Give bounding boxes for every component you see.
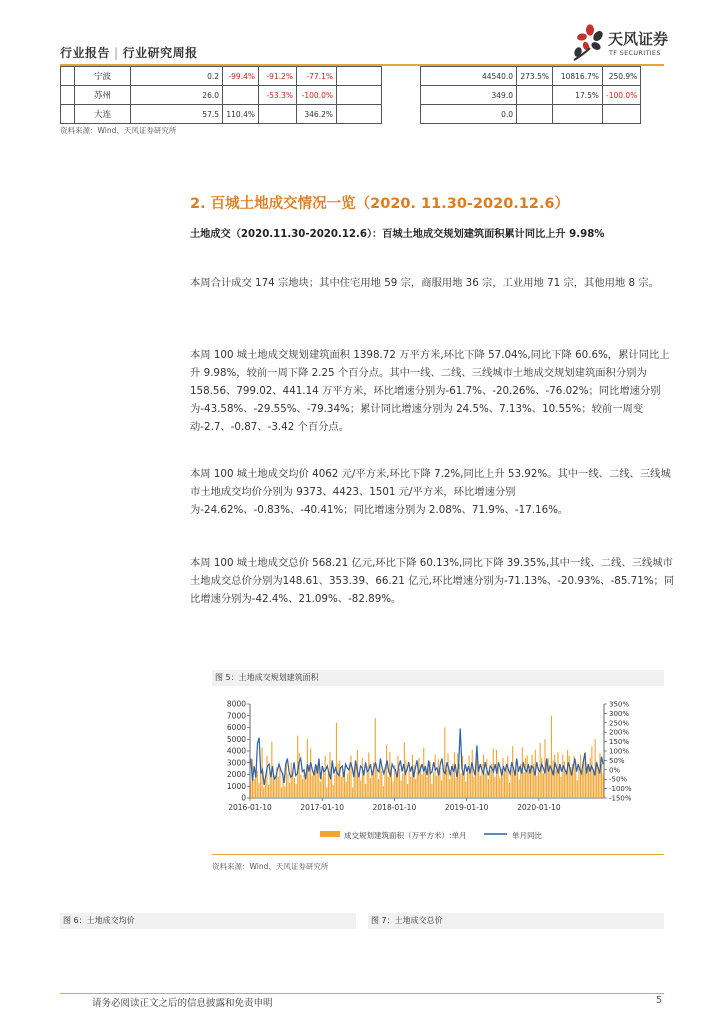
bar <box>504 772 505 798</box>
bar <box>410 777 411 798</box>
bar <box>591 746 592 798</box>
bar <box>598 767 599 798</box>
bar <box>349 766 350 798</box>
table-row <box>61 67 382 86</box>
bar <box>370 778 371 798</box>
bar <box>551 716 552 798</box>
y-left-tick-label: 2000 <box>226 770 246 779</box>
table-cell: 26.0 <box>131 86 223 105</box>
bar <box>446 770 447 798</box>
paragraph-4: 本周 100 城土地成交总价 568.21 亿元,环比下降 60.13%,同比下降 39.35%,其中一线、二线、三线城市土地成交总价分别为148.61、353.39、66.21 亿元,环比增速分别为-71.13%、-20.93%、-85.71%；同比增速分别为-42.4%、21.09%、-82.89%。 <box>190 557 675 605</box>
bar <box>465 782 466 798</box>
bar <box>375 718 376 798</box>
bar <box>451 773 452 798</box>
table-cell: -91.2% <box>259 67 297 86</box>
table-cell <box>61 67 75 86</box>
bar <box>383 786 384 798</box>
city-table-right <box>420 66 641 124</box>
table-cell: -77.1% <box>297 67 337 86</box>
bar <box>519 779 520 798</box>
bar <box>257 771 258 798</box>
bar <box>517 770 518 798</box>
bar <box>412 755 413 798</box>
bar <box>328 773 329 798</box>
bar <box>296 784 297 798</box>
table-cell: 57.5 <box>131 105 223 124</box>
table-cell: 250.9% <box>603 67 641 86</box>
bar <box>489 770 490 798</box>
bar <box>601 764 602 798</box>
bar <box>312 776 313 798</box>
bar <box>428 769 429 798</box>
bar <box>405 760 406 798</box>
bar <box>454 752 455 798</box>
table-row <box>61 105 382 124</box>
table-cell: -53.3% <box>259 86 297 105</box>
figure-5-title: 图 5：土地成交规划建筑面积 <box>212 670 664 686</box>
header-report-category: 行业研究周报 <box>122 46 198 60</box>
table-cell <box>337 105 382 124</box>
table-cell <box>61 105 75 124</box>
table-cell: 10816.7% <box>553 67 603 86</box>
bar <box>488 779 489 798</box>
table-cell: 0.2 <box>131 67 223 86</box>
table-cell-city: 苏州 <box>75 86 131 105</box>
table-cell <box>337 86 382 105</box>
bar <box>399 769 400 798</box>
bar <box>480 776 481 798</box>
bar <box>255 776 256 798</box>
bar <box>334 775 335 799</box>
footer-disclaimer: 请务必阅读正文之后的信息披露和免责申明 <box>92 998 273 1009</box>
bar <box>514 773 515 798</box>
bar <box>339 760 340 798</box>
bar <box>562 755 563 798</box>
bar <box>485 773 486 798</box>
y-left-tick-label: 4000 <box>226 746 246 756</box>
bar <box>423 747 424 798</box>
paragraph-2: 本周 100 城土地成交规划建筑面积 1398.72 万平方米,环比下降 57.04%,同比下降 60.6%，累计同比上升 9.98%，较前一周下降 2.25 个百分点。其中一线、二线、三线城市土地成交规划建筑面积分别为 158.56、799.02、441.14 万平方米，环比增速分别为-61.7%、-20.26%、-76.02%；同比增速分别为-43.58%、-29.55%、-79.34%；累计同比增速分别为 24.5%、7.13%、10.55%；较前一周变动-2.7、-0.87、-3.42 个百分点。 <box>190 349 670 433</box>
table-cell <box>553 105 603 124</box>
bar <box>341 777 342 798</box>
bar <box>456 778 457 798</box>
company-logo <box>568 24 678 64</box>
bar <box>486 759 487 798</box>
bar <box>527 756 528 798</box>
y-right-tick-label: 200% <box>609 728 630 737</box>
y-right-tick-label: -100% <box>609 785 632 794</box>
bar <box>360 780 361 798</box>
y-left-tick-label: 0 <box>241 793 246 803</box>
bar <box>543 773 544 798</box>
bar <box>281 787 282 798</box>
bar <box>473 777 474 798</box>
bar <box>418 758 419 798</box>
bar <box>346 782 347 798</box>
y-left-tick-label: 6000 <box>226 723 246 732</box>
bar <box>483 755 484 798</box>
bar <box>468 756 469 798</box>
bar <box>422 775 423 799</box>
y-left-tick-label: 7000 <box>226 711 246 721</box>
table-cell <box>517 86 553 105</box>
bar <box>333 785 334 798</box>
header-separator: | <box>114 46 119 60</box>
table-row <box>421 105 641 124</box>
table-cell: 110.4% <box>223 105 259 124</box>
table-cell <box>603 105 641 124</box>
bar <box>278 777 279 798</box>
bar <box>401 780 402 798</box>
bar <box>289 783 290 798</box>
y-right-tick-label: -150% <box>609 794 632 803</box>
table-row <box>421 67 641 86</box>
paragraph-1: 本周合计成交 174 宗地块；其中住宅用地 59 宗，商服用地 36 宗，工业用地 71 宗，其他用地 8 宗。 <box>190 277 659 289</box>
page-number: 5 <box>656 995 663 1006</box>
bar <box>512 746 513 798</box>
x-tick-label: 2019-01-10 <box>444 803 489 812</box>
bar <box>300 775 301 799</box>
table-cell <box>259 105 297 124</box>
logo-flower-icon <box>568 24 608 64</box>
bar <box>268 785 269 798</box>
bar <box>478 769 479 798</box>
y-right-tick-label: 0% <box>609 766 621 775</box>
figure-7-title: 图 7：土地成交总价 <box>368 913 664 929</box>
bar <box>284 786 285 798</box>
bar <box>350 756 351 798</box>
bar <box>325 756 326 798</box>
legend-label-line: 单月同比 <box>512 831 542 840</box>
report-header <box>60 44 198 61</box>
bar <box>338 764 339 798</box>
y-right-tick-label: 100% <box>609 747 630 756</box>
bar <box>569 756 570 798</box>
bar <box>565 772 566 798</box>
bar <box>417 772 418 798</box>
bar <box>409 770 410 798</box>
bar <box>392 782 393 798</box>
legend-label-bar: 成交规划建筑面积（万平方米）:单月 <box>344 831 467 840</box>
bar <box>347 773 348 798</box>
bar <box>378 779 379 798</box>
bar <box>365 784 366 798</box>
figure-5-source: 资料来源：Wind、天风证券研究所 <box>212 862 329 871</box>
bar <box>388 777 389 798</box>
y-right-tick-label: 150% <box>609 738 630 747</box>
bar <box>425 767 426 798</box>
table-cell <box>61 86 75 105</box>
bar <box>586 770 587 798</box>
y-right-tick-label: 250% <box>609 719 630 728</box>
bar <box>441 780 442 798</box>
bar <box>549 769 550 798</box>
header-report-type: 行业报告 <box>60 46 111 60</box>
bar <box>449 779 450 798</box>
bar <box>556 770 557 798</box>
bar <box>499 778 500 798</box>
bar <box>250 782 251 798</box>
table-row <box>421 86 641 105</box>
bar <box>362 758 363 798</box>
bar <box>536 776 537 798</box>
bar <box>310 749 311 798</box>
table-cell-city: 大连 <box>75 105 131 124</box>
bar <box>426 777 427 798</box>
bar <box>253 779 254 798</box>
figure-5-divider <box>212 854 664 855</box>
bar <box>525 758 526 798</box>
bar <box>435 755 436 798</box>
bar <box>460 773 461 798</box>
table-cell: -99.4% <box>223 67 259 86</box>
bar <box>321 777 322 798</box>
y-left-tick-label: 8000 <box>226 699 246 709</box>
city-table-left <box>60 66 382 124</box>
bar <box>578 766 579 798</box>
table-cell <box>223 86 259 105</box>
section-title: 2. 百城土地成交情况一览（2020. 11.30-2020.12.6） <box>190 196 570 212</box>
bar <box>336 723 337 798</box>
bar <box>509 783 510 798</box>
bar <box>371 773 372 798</box>
logo-petal <box>577 33 588 42</box>
y-left-tick-label: 5000 <box>226 734 246 744</box>
bar <box>279 766 280 798</box>
bar <box>323 769 324 798</box>
bar <box>436 776 437 798</box>
bar <box>320 782 321 798</box>
bar <box>546 764 547 798</box>
bar <box>258 783 259 798</box>
bar <box>577 780 578 798</box>
bar <box>554 755 555 798</box>
table-cell: 0.0 <box>421 105 517 124</box>
section-subtitle: 土地成交（2020.11.30-2020.12.6）：百城土地成交规划建筑面积累计同比上升 9.98% <box>190 229 605 240</box>
bar <box>444 728 445 799</box>
x-tick-label: 2017-01-10 <box>300 803 345 812</box>
table-cell: 349.0 <box>421 86 517 105</box>
table-cell: -100.0% <box>603 86 641 105</box>
bar <box>447 753 448 798</box>
table-row <box>61 86 382 105</box>
bar <box>507 756 508 798</box>
bar <box>266 756 267 798</box>
footer-divider <box>60 993 664 994</box>
figure-5-chart <box>212 690 664 848</box>
logo-petal <box>586 24 594 35</box>
x-tick-label: 2016-01-10 <box>228 803 272 812</box>
y-right-tick-label: 300% <box>609 709 630 718</box>
bar <box>553 760 554 798</box>
bar <box>381 771 382 798</box>
bar <box>376 767 377 798</box>
bar <box>523 772 524 798</box>
bar <box>593 771 594 798</box>
bar <box>287 773 288 798</box>
table-cell: 44540.0 <box>421 67 517 86</box>
bar <box>538 767 539 798</box>
y-right-tick-label: 50% <box>609 756 625 765</box>
table-cell: 17.5% <box>553 86 603 105</box>
table-cell-city: 宁波 <box>75 67 131 86</box>
bar <box>402 773 403 798</box>
bar <box>580 755 581 798</box>
bar <box>359 775 360 799</box>
bar <box>459 764 460 798</box>
bar <box>496 750 497 798</box>
bar <box>368 752 369 798</box>
bar <box>396 776 397 798</box>
bar <box>599 753 600 798</box>
bar <box>470 771 471 798</box>
bar <box>407 784 408 798</box>
bar <box>567 750 568 798</box>
bar <box>472 750 473 798</box>
logo-name: 天风证券 <box>608 30 669 48</box>
table-cell <box>337 67 382 86</box>
logo-petal <box>590 41 602 52</box>
y-right-tick-label: 350% <box>609 700 630 709</box>
table-cell: -100.0% <box>297 86 337 105</box>
bar <box>603 773 604 798</box>
legend-swatch-bar <box>320 831 340 837</box>
bar <box>557 752 558 798</box>
bar <box>494 777 495 798</box>
bar <box>502 758 503 798</box>
bar <box>273 780 274 798</box>
bar <box>528 770 529 798</box>
y-left-tick-label: 3000 <box>226 758 246 768</box>
bar <box>415 779 416 798</box>
bar <box>315 770 316 798</box>
bar <box>532 755 533 798</box>
table-source: 资料来源：Wind、天风证券研究所 <box>60 126 177 135</box>
bar <box>431 784 432 798</box>
figure-6-title: 图 6：土地成交均价 <box>60 913 356 929</box>
bar <box>263 787 264 798</box>
bar <box>352 787 353 798</box>
bar <box>326 787 327 798</box>
bar <box>302 779 303 798</box>
bar <box>590 758 591 798</box>
bar <box>386 745 387 798</box>
bar <box>438 759 439 798</box>
bar <box>313 773 314 798</box>
bar <box>467 767 468 798</box>
x-tick-label: 2018-01-10 <box>372 803 417 812</box>
table-cell <box>517 105 553 124</box>
bar <box>561 777 562 798</box>
y-left-tick-label: 1000 <box>226 781 246 791</box>
logo-subtitle: TF SECURITIES <box>609 49 661 57</box>
table-cell: 273.5% <box>517 67 553 86</box>
y-right-tick-label: -50% <box>609 775 628 784</box>
bar <box>291 763 292 798</box>
x-tick-label: 2020-01-10 <box>517 803 561 812</box>
bar <box>294 778 295 798</box>
bar <box>433 772 434 798</box>
paragraph-3: 本周 100 城土地成交均价 4062 元/平方米,环比下降 7.2%,同比上升 53.92%。其中一线、二线、三线城市土地成交均价分别为 9373、4423、1501 元/平方米，环比增速分别为-24.62%、-0.83%、-40.41%；同比增速分别为 2.08%、71.9%、-17.16%。 <box>190 468 671 516</box>
table-cell: 346.2% <box>297 105 337 124</box>
